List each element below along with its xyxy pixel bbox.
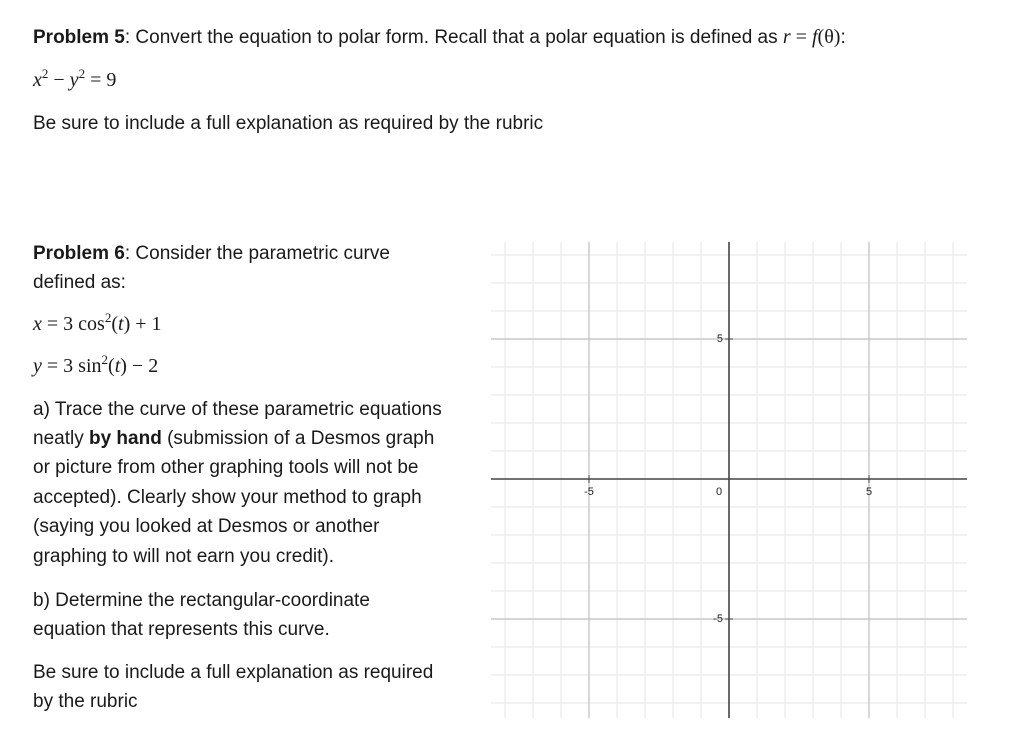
part-b-line2: equation that represents this curve. (33, 619, 330, 640)
part-a-line6: graphing to will not earn you credit). (33, 546, 334, 567)
part-a-line5: (saying you looked at Desmos or another (33, 516, 380, 537)
problem5-statement: Problem 5: Convert the equation to polar form. Recall that a polar equation is defined as r = f(θ): (33, 26, 846, 48)
problem5-label: Problem 5 (33, 27, 125, 48)
problem5-rubric-note: Be sure to include a full explanation as required by the rubric (33, 113, 544, 134)
x-tick-label-pos5: 5 (865, 486, 873, 498)
problem6-rubric-note-line1: Be sure to include a full explanation as required (33, 662, 434, 683)
part-a-line1: a) Trace the curve of these parametric equations (33, 399, 442, 420)
parametric-x-equation: x = 3 $\cos^2(t) + 1$ (33, 310, 162, 335)
part-b-line1: b) Determine the rectangular-coordinate (33, 590, 370, 611)
problem5-equation: $x^2 - y^2 = 9$ (33, 66, 117, 91)
y-tick-label-pos5: 5 (716, 333, 723, 345)
problem6-intro-line2: defined as: (33, 272, 126, 293)
part-a-line4: accepted). Clearly show your method to graph (33, 487, 422, 508)
problem6-label: Problem 6 (33, 243, 125, 264)
part-a-line3: or picture from other graphing tools will not be (33, 457, 419, 478)
y-tick-label-neg5: -5 (713, 613, 723, 625)
x-tick-label-neg5: -5 (584, 486, 594, 498)
problem6-rubric-note-line2: by the rubric (33, 691, 138, 712)
problem5-intro: : Convert the equation to polar form. Recall that a polar equation is defined as (124, 27, 783, 48)
origin-label: 0 (715, 486, 723, 498)
problem6-intro: Problem 6: Consider the parametric curve (33, 243, 390, 264)
part-a-line2: neatly by hand (submission of a Desmos graph (33, 428, 435, 449)
parametric-y-equation: y = 3 $\sin^2(t) - 2$ (33, 352, 159, 377)
polar-definition: r = f(θ) (782, 26, 841, 48)
